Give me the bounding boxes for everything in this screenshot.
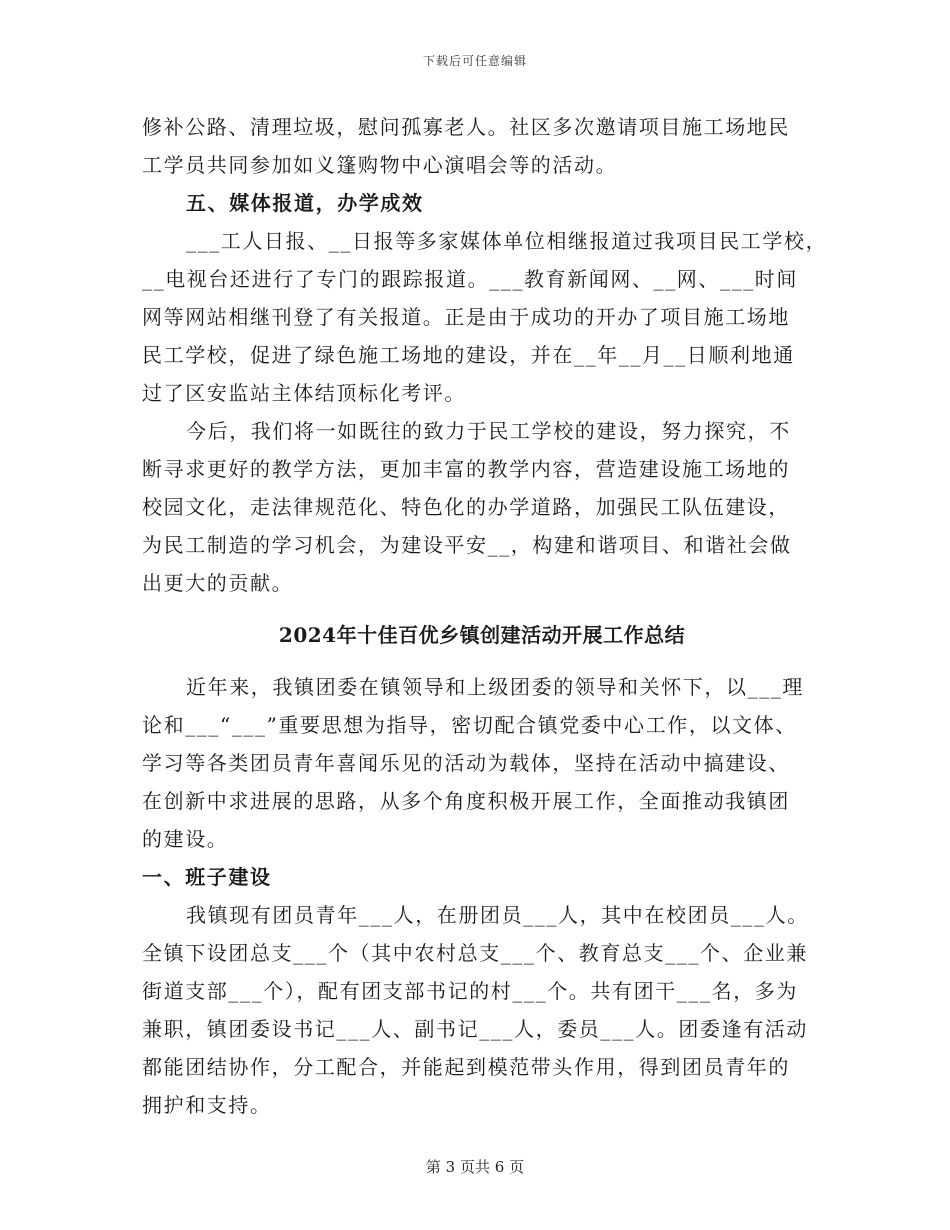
paragraph-line: 都能团结协作，分工配合，并能起到模范带头作用，得到团员青年的	[142, 1055, 790, 1079]
paragraph-line: 校园文化，走法律规范化、特色化的办学道路，加强民工队伍建设，	[142, 495, 790, 519]
paragraph-line: 街道支部___个），配有团支部书记的村___个。共有团干___名，多为	[142, 979, 798, 1003]
paragraph-line: __电视台还进行了专门的跟踪报道。___教育新闻网、__网、___时间	[142, 267, 798, 291]
paragraph-line: 的建设。	[142, 827, 229, 851]
section-heading-one: 一、班子建设	[142, 865, 272, 889]
paragraph-line: 在创新中求进展的思路，从多个角度积极开展工作，全面推动我镇团	[142, 789, 790, 813]
paragraph-line: 近年来，我镇团委在镇领导和上级团委的领导和关怀下，以___理	[186, 675, 804, 699]
paragraph-line: 全镇下设团总支___个（其中农村总支___个、教育总支___个、企业兼	[142, 941, 808, 965]
paragraph-line: 拥护和支持。	[142, 1093, 272, 1117]
paragraph-line: 学习等各类团员青年喜闻乐见的活动为载体，坚持在活动中搞建设、	[142, 751, 790, 775]
paragraph-line: 今后，我们将一如既往的致力于民工学校的建设，努力探究，不	[186, 419, 791, 443]
page-number-footer: 第 3 页共 6 页	[425, 1158, 525, 1176]
document-title: 2024年十佳百优乡镇创建活动开展工作总结	[278, 623, 686, 647]
paragraph-line: 工学员共同参加如义篷购物中心演唱会等的活动。	[142, 153, 618, 177]
paragraph-line: 论和___“___”重要思想为指导，密切配合镇党委中心工作，以文体、	[142, 713, 797, 737]
paragraph-line: 网等网站相继刊登了有关报道。正是由于成功的开办了项目施工场地	[142, 305, 790, 329]
page-header-note: 下载后可任意编辑	[422, 54, 527, 68]
paragraph-line: ___工人日报、__日报等多家媒体单位相继报道过我项目民工学校，	[186, 229, 828, 253]
document-body	[142, 108, 828, 1124]
paragraph-line: 民工学校，促进了绿色施工场地的建设，并在__年__月__日顺利地通	[142, 343, 795, 367]
paragraph-line: 出更大的贡献。	[142, 571, 294, 595]
paragraph-line: 兼职，镇团委设书记___人、副书记___人，委员___人。团委逢有活动	[142, 1017, 808, 1041]
paragraph-line: 我镇现有团员青年___人，在册团员___人，其中在校团员___人。	[186, 903, 809, 927]
paragraph-line: 过了区安监站主体结顶标化考评。	[142, 381, 466, 405]
section-heading-five: 五、媒体报道，办学成效	[186, 191, 424, 215]
paragraph-line: 修补公路、清理垃圾，慰问孤寡老人。社区多次邀请项目施工场地民	[142, 115, 790, 139]
paragraph-line: 断寻求更好的教学方法，更加丰富的教学内容，营造建设施工场地的	[142, 457, 790, 481]
paragraph-line: 为民工制造的学习机会，为建设平安__，构建和谐项目、和谐社会做	[142, 533, 792, 557]
